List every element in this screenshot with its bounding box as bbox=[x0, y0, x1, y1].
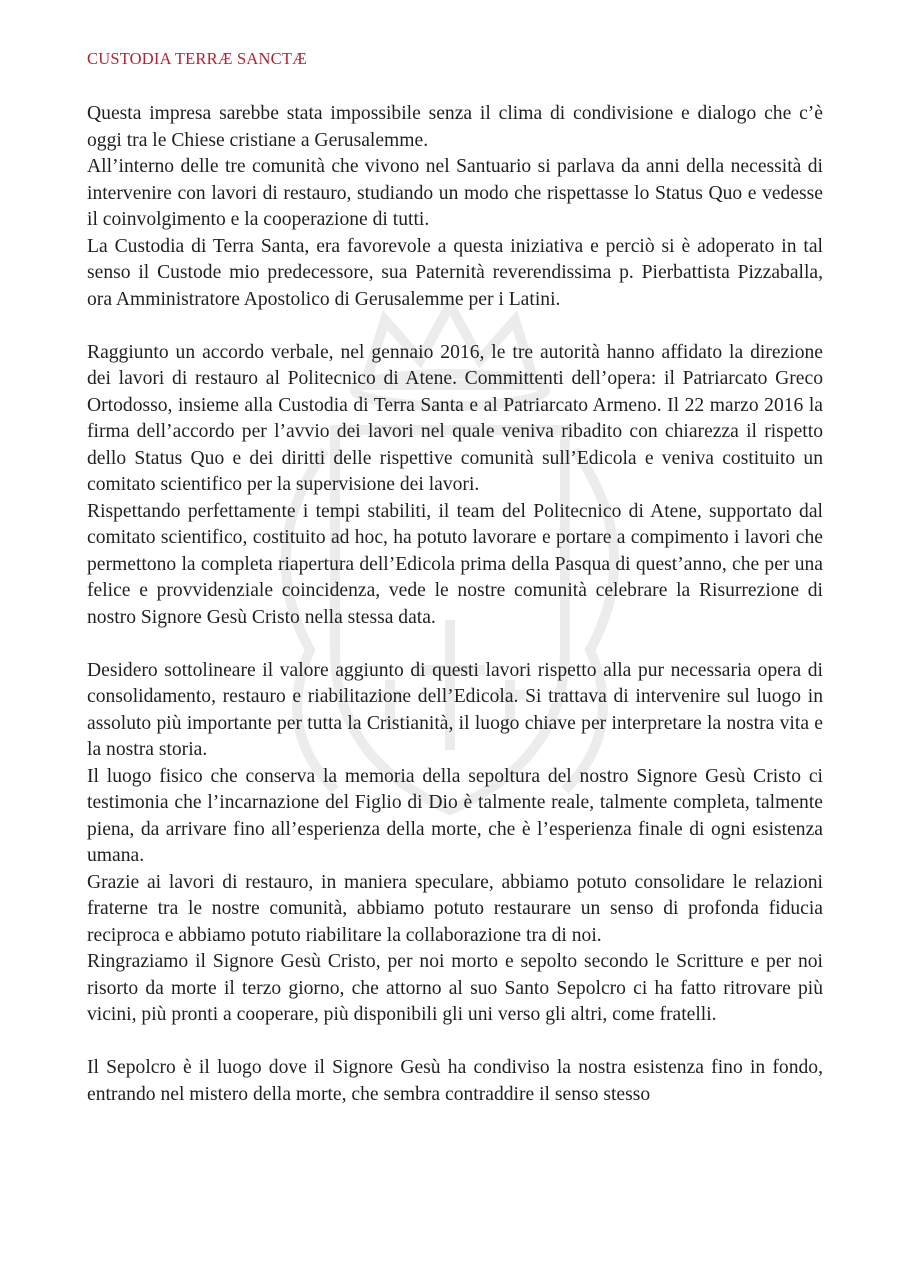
running-header: CUSTODIA TERRÆ SANCTÆ bbox=[87, 49, 307, 68]
section-gap bbox=[87, 631, 823, 658]
body-text bbox=[87, 101, 823, 1108]
paragraph: Questa impresa sarebbe stata impossibile senza il clima di condivisione e dialogo che c’è oggi tra le Chiese cristiane a Gerusalemme. bbox=[87, 103, 823, 151]
paragraph: Ringraziamo il Signore Gesù Cristo, per noi morto e sepolto secondo le Scritture e per noi risorto da morte il terzo giorno, che attorno al suo Santo Sepolcro ci ha fatto ritrovare più vicini, più pronti a cooperare, più disponibili gli uni verso gli altri, come fratelli. bbox=[87, 951, 823, 1025]
paragraph: Desidero sottolineare il valore aggiunto di questi lavori rispetto alla pur necessaria opera di consolidamento, restauro e riabilitazione dell’Edicola. Si trattava di intervenire sul luogo in assoluto più importante per tutta la Cristianità, il luogo chiave per interpretare la nostra vita e la nostra storia. bbox=[87, 659, 823, 760]
section-gap bbox=[87, 313, 823, 340]
paragraph: Il luogo fisico che conserva la memoria della sepoltura del nostro Signore Gesù Cristo ci testimonia che l’incarnazione del Figlio di Dio è talmente reale, talmente completa, talmente piena, da arrivare fino all’esperienza della morte, che è l’esperienza finale di ogni esistenza umana. bbox=[87, 765, 823, 866]
paragraph: Raggiunto un accordo verbale, nel gennaio 2016, le tre autorità hanno affidato la direzione dei lavori di restauro al Politecnico di Atene. Committenti dell’opera: il Patriarcato Greco Ortodosso, insieme alla Custodia di Terra Santa e al Patriarcato Armeno. Il 22 marzo 2016 la firma dell’accordo per l’avvio dei lavori nel quale veniva ribadito con chiarezza il rispetto dello Status Quo e dei diritti delle rispettive comunità sull’Edicola e veniva costituito un comitato scientifico per la supervisione dei lavori. bbox=[87, 341, 823, 495]
paragraph: Grazie ai lavori di restauro, in maniera speculare, abbiamo potuto consolidare le relazioni fraterne tra le nostre comunità, abbiamo potuto restaurare un senso di profonda fiducia reciproca e abbiamo potuto riabilitare la collaborazione tra di noi. bbox=[87, 871, 823, 946]
paragraph: All’interno delle tre comunità che vivono nel Santuario si parlava da anni della necessità di intervenire con lavori di restauro, studiando un modo che rispettasse lo Status Quo e vedesse il coinvolgimento e la cooperazione di tutti. bbox=[87, 156, 823, 230]
paragraph: La Custodia di Terra Santa, era favorevole a questa iniziativa e perciò si è adoperato in tal senso il Custode mio predecessore, sua Paternità reverendissima p. Pierbattista Pizzaballa, ora Amministratore Apostolico di Gerusalemme per i Latini. bbox=[87, 235, 823, 310]
section-gap bbox=[87, 1029, 823, 1056]
paragraph: Il Sepolcro è il luogo dove il Signore Gesù ha condiviso la nostra esistenza fino in fondo, entrando nel mistero della morte, che sembra contraddire il senso stesso bbox=[87, 1057, 823, 1105]
paragraph: Rispettando perfettamente i tempi stabiliti, il team del Politecnico di Atene, supportato dal comitato scientifico, costituito ad hoc, ha potuto lavorare e portare a compimento i lavori che permettono la completa riapertura dell’Edicola prima della Pasqua di quest’anno, che per una felice e provvidenziale coincidenza, vede le nostre comunità celebrare la Risurrezione di nostro Signore Gesù Cristo nella stessa data. bbox=[87, 500, 823, 628]
